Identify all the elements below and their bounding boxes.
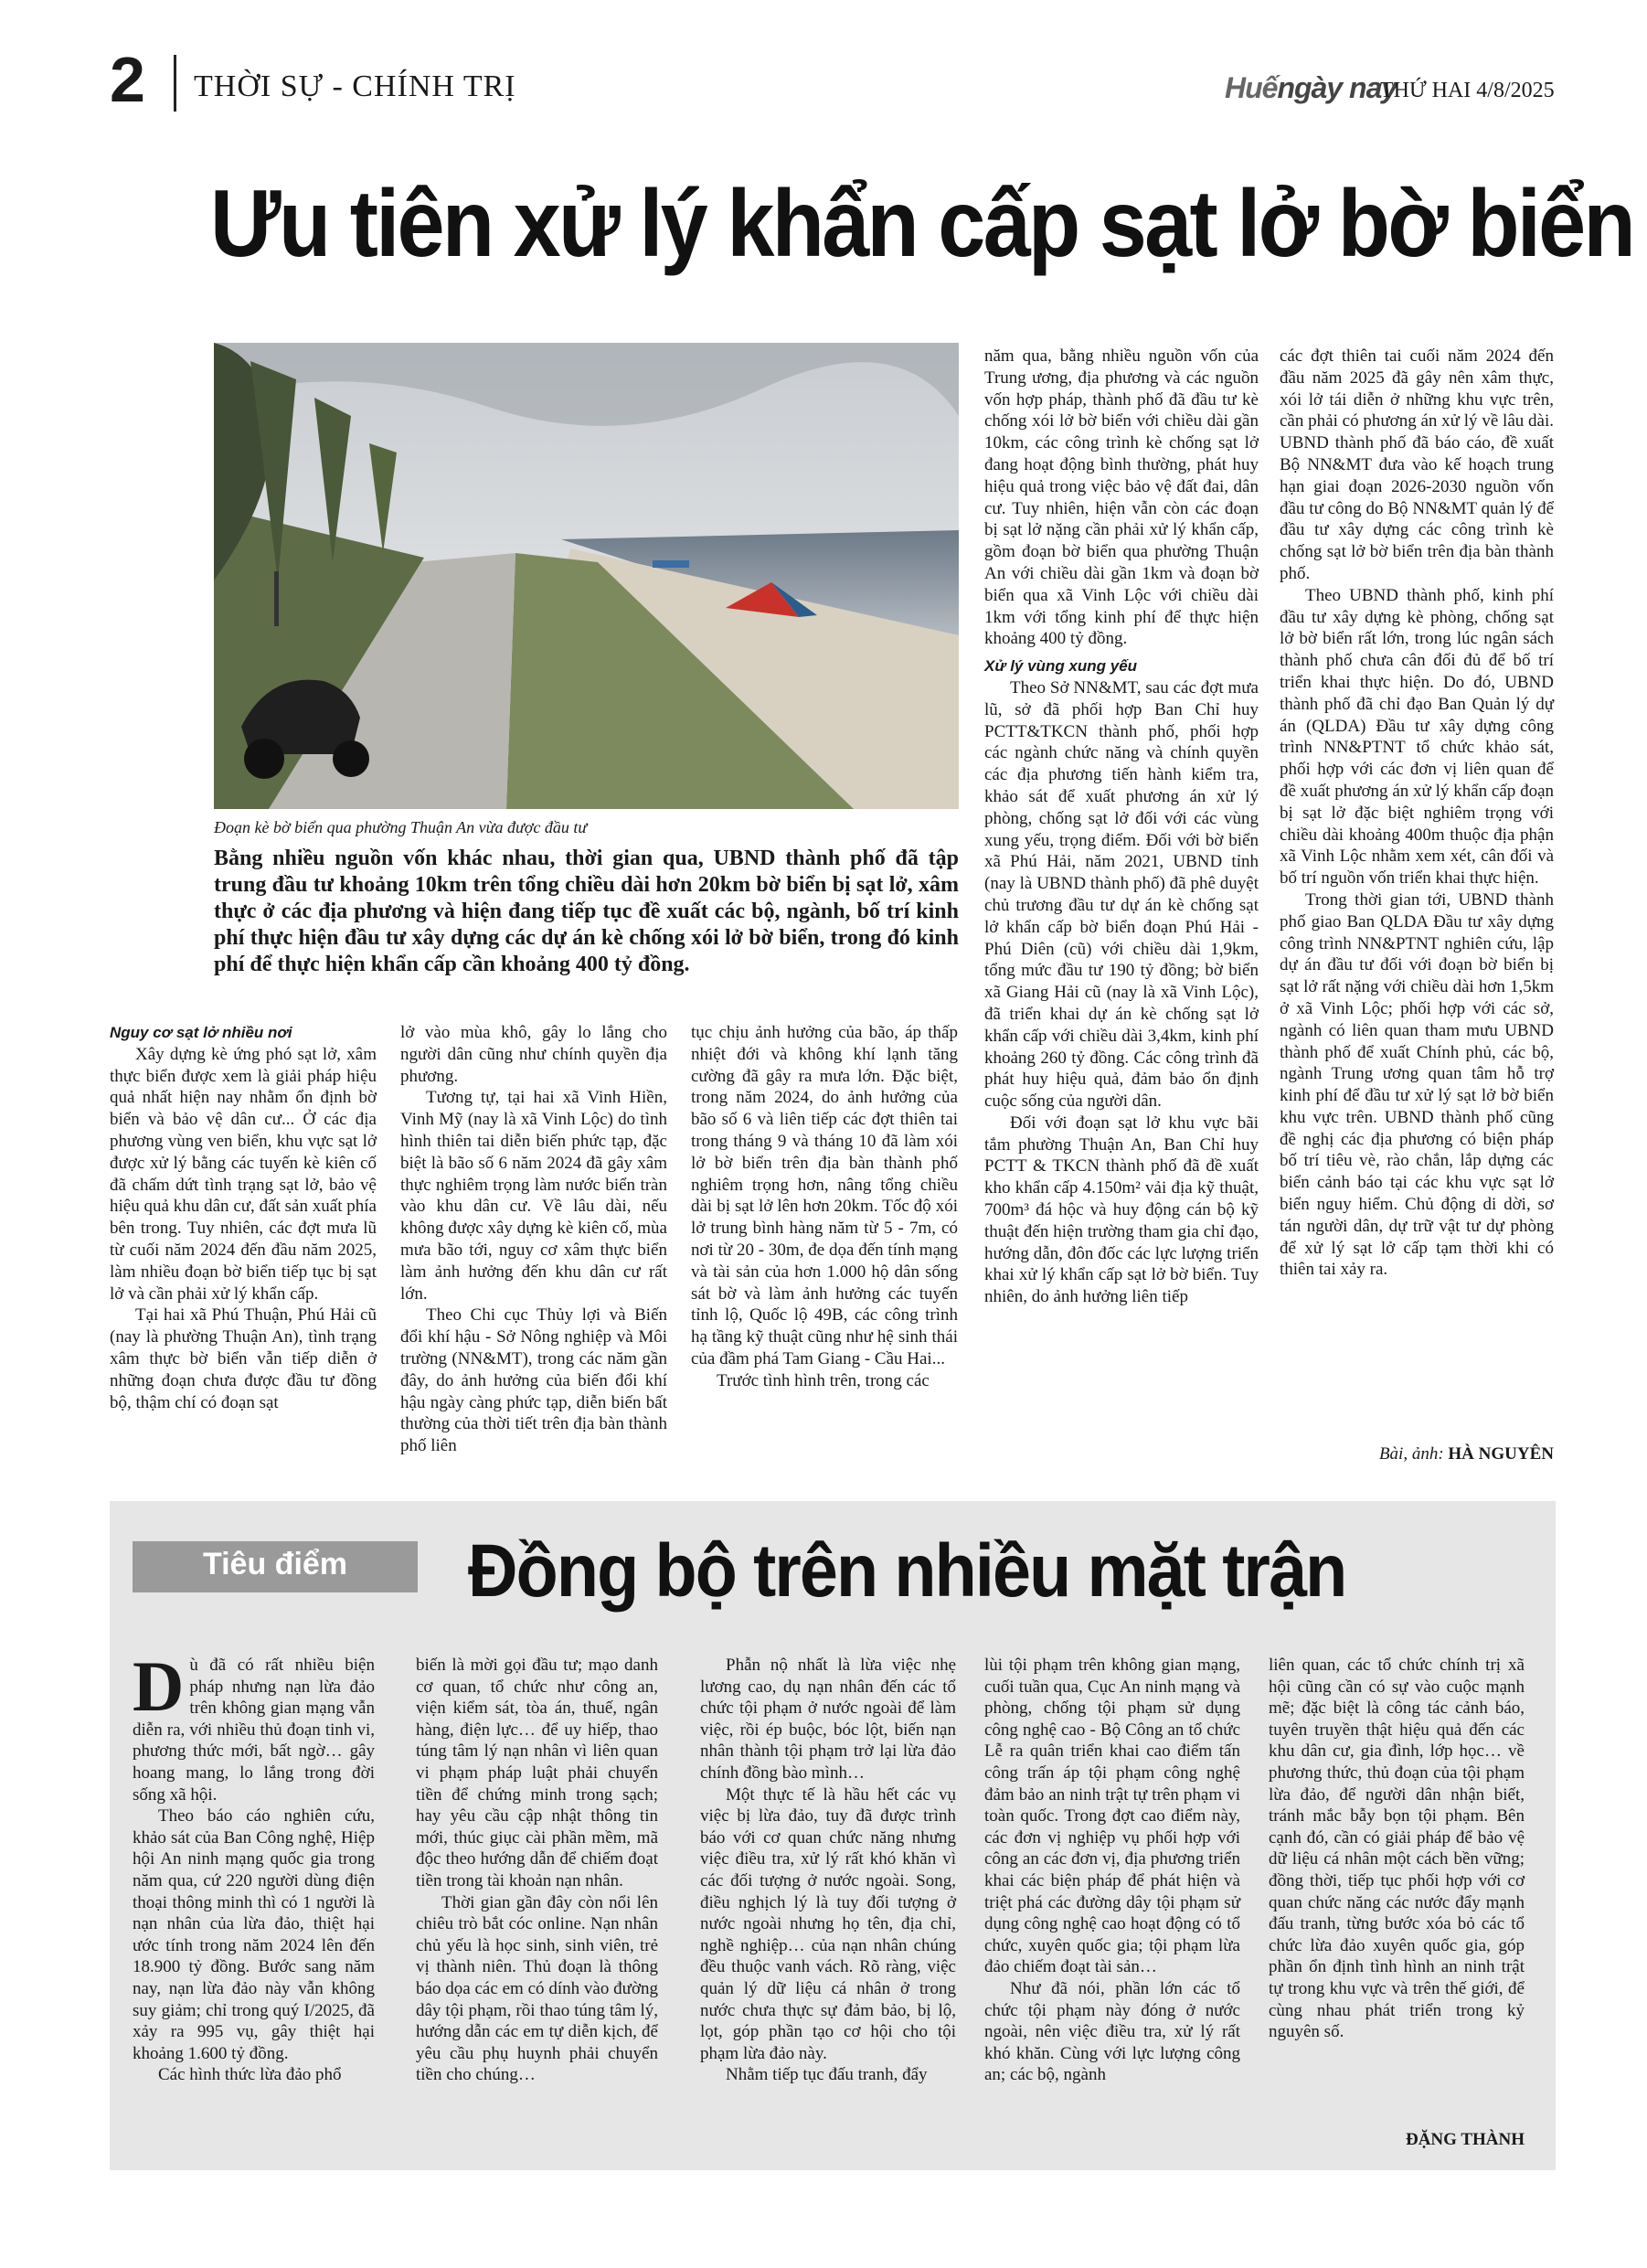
story1-column-5 [1280, 346, 1554, 1281]
story1-photo [214, 343, 959, 809]
paragraph: Như đã nói, phần lớn các tổ chức tội phạm này đóng ở nước ngoài, nên việc điều tra, xử lý rất khó khăn. Cùng với lực lượng công an; các bộ, ngành [984, 1978, 1240, 2085]
subheading: Xử lý vùng xung yếu [984, 657, 1138, 676]
paragraph: Các hình thức lừa đảo phổ [158, 2065, 342, 2085]
paragraph: lở vào mùa khô, gây lo lắng cho người dân cũng như chính quyền địa phương. [400, 1023, 667, 1086]
paragraph: Đối với đoạn sạt lở khu vực bãi tắm phường Thuận An, Ban Chỉ huy PCTT & TKCN thành phố đã đề xuất kho khẩn cấp 4.150m² vải địa kỹ thuật, 700m³ đá hộc và huy động cán bộ kỹ thuật đến hiện trường tham gia chỉ đạo, hướng dẫn, đôn đốc các lực lượng triển khai xử lý khẩn cấp sạt lở bờ biển. Tuy nhiên, do ảnh hưởng liên tiếp [984, 1113, 1259, 1307]
paragraph: tục chịu ảnh hưởng của bão, áp thấp nhiệt đới và không khí lạnh tăng cường đã gây ra mưa lớn. Đặc biệt, trong năm 2024, do ảnh hưởng của bão số 6 và liên tiếp các đợt thiên tai trong tháng 9 và tháng 10 đã làm xói lở bờ biển trên địa bàn thành phố nghiêm trọng hơn, nâng tổng chiều dài bị sạt lở lên hơn 20km. Tốc độ xói lở trung bình hàng năm từ 5 - 7m, có nơi từ 20 - 30m, đe dọa đến tính mạng và tài sản của hơn 1.000 hộ dân sống sát bờ và làm ảnh hưởng các tuyến tỉnh lộ, Quốc lộ 49B, các công trình hạ tầng kỹ thuật cũng như hệ sinh thái của đầm phá Tam Giang - Cầu Hai... [691, 1023, 958, 1368]
paragraph: Dù đã có rất nhiều biện pháp nhưng nạn lừa đảo trên không gian mạng vẫn diễn ra, với nhiều thủ đoạn tinh vi, phương thức mới, bất ngờ… gây hoang mang, lo lắng trong đời sống xã hội. [133, 1646, 375, 1805]
paragraph: Tương tự, tại hai xã Vinh Hiền, Vinh Mỹ (nay là xã Vinh Lộc) do tình hình thiên tai diễn biến phức tạp, đặc biệt là bão số 6 năm 2024 đã gây xâm thực nghiêm trọng làm nước biển tràn vào khu dân cư. Về lâu dài, nếu không được xây dựng kè kiên cố, mùa mưa bão tới, nguy cơ xâm thực biển làm ảnh hưởng đến khu dân cư rất lớn. [400, 1088, 667, 1304]
paragraph: Một thực tế là hầu hết các vụ việc bị lừa đảo, tuy đã được trình báo với cơ quan chức năng nhưng việc điều tra, xử lý rất khó khăn vì các đối tượng ở nước ngoài. Song, điều nghịch lý là tuy đối tượng ở nước ngoài nhưng họ tên, địa chỉ, nghề nghiệp… của nạn nhân chúng đều thuộc vanh vách. Rõ ràng, việc quản lý dữ liệu cá nhân ở trong nước chưa thực sự đảm bảo, bị lộ, lọt, góp phần tạo cơ hội cho tội phạm lừa đảo này. [700, 1784, 956, 2063]
paragraph: biến là mời gọi đầu tư; mạo danh cơ quan, tổ chức như công an, viện kiểm sát, tòa án, thuế, ngân hàng, điện lực… để uy hiếp, thao túng tâm lý nạn nhân vì liên quan vi phạm pháp luật phải chuyển tiền để chứng minh trong sạch; hay yêu cầu cập nhật thông tin mới, thúc giục cài phần mềm, mã độc theo hướng dẫn để chiếm đoạt tiền trong tài khoản nạn nhân. [416, 1656, 658, 1890]
story1-column-1 [110, 1022, 377, 1413]
story2-column-3 [700, 1655, 956, 2086]
story2-tag: Tiêu điểm [202, 1547, 348, 1581]
paragraph: Tại hai xã Phú Thuận, Phú Hải cũ (nay là phường Thuận An), tình trạng xâm thực bờ biển vẫn tiếp diễn ở những đoạn chưa được đầu tư đồng bộ, thậm chí có đoạn sạt [110, 1305, 377, 1412]
story2-column-5 [1269, 1655, 1525, 2043]
paragraph: liên quan, các tổ chức chính trị xã hội cũng cần có sự vào cuộc mạnh mẽ; đặc biệt là công tác cảnh báo, tuyên truyền thật hiệu quả đến các khu dân cư, gia đình, lớp học… về phương thức, thủ đoạn của tội phạm lừa đảo, để người dân nhận biết, tránh mắc bẫy bọn tội phạm. Bên cạnh đó, cần có giải pháp để bảo vệ dữ liệu cá nhân một cách bền vững; đồng thời, tiếp tục phối hợp với cơ quan chức năng các nước đẩy mạnh đấu tranh, từng bước xóa bỏ các tổ chức lừa đảo xuyên quốc gia, góp phần ổn định tình hình an ninh trật tự trong khu vực và trên thế giới, để cùng nhau phát triển trong kỷ nguyên số. [1269, 1656, 1525, 2042]
story1-column-2 [400, 1022, 667, 1457]
paragraph: Theo UBND thành phố, kinh phí đầu tư xây dựng kè phòng, chống sạt lở bờ biển rất lớn, trong lúc ngân sách thành phố chưa cân đối đủ để bố trí triển khai thực hiện. Do đó, UBND thành phố đã chỉ đạo Ban Quản lý dự án (QLDA) Đầu tư xây dựng công trình NN&PTNT tổ chức khảo sát, phối hợp với các đơn vị liên quan để đề xuất phương án xử lý khẩn cấp đoạn bị sạt lở đặc biệt nghiêm trọng với chiều dài khoảng 400m thuộc địa phận xã Vinh Lộc nhằm xem xét, cân đối và bố trí nguồn vốn triển khai thực hiện. [1280, 585, 1554, 889]
paragraph: Xây dựng kè ứng phó sạt lở, xâm thực biển được xem là giải pháp hiệu quả nhất hiện nay nhằm ổn định bờ biển và bảo vệ dân cư... Ở các địa phương vùng ven biển, khu vực sạt lở được xử lý bằng các tuyến kè kiên cố đã chấm dứt tình trạng sạt lở, bảo vệ hiệu quả khu dân cư, đất sản xuất phía bên trong. Tuy nhiên, các đợt mưa lũ từ cuối năm 2024 đến đầu năm 2025, làm nhiều đoạn bờ biển tiếp tục bị sạt lở và cần phải xử lý khẩn cấp. [110, 1044, 377, 1304]
header-divider [174, 55, 176, 112]
story1-column-3 [691, 1022, 958, 1392]
paragraph: năm qua, bằng nhiều nguồn vốn của Trung ương, địa phương và các nguồn vốn hợp pháp, thành phố đã đầu tư kè chống xói lở bờ biển với chiều dài gần 10km, các công trình kè chống sạt lở đang hoạt động bình thường, phát huy hiệu quả trong việc bảo vệ đất đai, dân cư. Tuy nhiên, hiện vẫn còn các đoạn bị sạt lở nặng cần phải xử lý khẩn cấp, gồm đoạn bờ biển qua phường Thuận An với chiều dài gần 1km và đoạn bờ biển qua xã Vinh Lộc với chiều dài 1km với tổng kinh phí để thực hiện khoảng 400 tỷ đồng. [984, 346, 1259, 649]
issue-date: THỨ HAI 4/8/2025 [1380, 79, 1555, 102]
paragraph: Trong thời gian tới, UBND thành phố giao Ban QLDA Đầu tư xây dựng công trình NN&PTNT nghiên cứu, lập dự án đầu tư đối với đoạn bờ biển bị sạt lở rất nặng với chiều dài hơn 1,5km ở xã Vinh Lộc; phối hợp với các sở, ngành có liên quan tham mưu UBND thành phố để xuất Chính phủ, các bộ, ngành Trung ương quan tâm hỗ trợ kinh phí để đầu tư xử lý sạt lở bờ biển khu vực trên. UBND thành phố cũng đề nghị các địa phương có biện pháp bố trí tiêu vè, rào chắn, lắp dựng các biển cảnh báo tại các khu vực sạt lở biển nguy hiểm. Chủ động di dời, sơ tán người dân, dự trữ vật tư dự phòng để xử lý sạt lở cấp tạm thời khi có thiên tai xảy ra. [1280, 889, 1554, 1280]
newspaper-logo: Huếngày nay [1225, 71, 1397, 104]
page-number: 2 [110, 44, 145, 115]
story2-column-1 [133, 1646, 375, 2086]
section-title: THỜI SỰ - CHÍNH TRỊ [194, 69, 516, 103]
story1-headline: Ưu tiên xử lý khẩn cấp sạt lở bờ biển [210, 171, 1633, 277]
paragraph: Nhằm tiếp tục đấu tranh, đẩy [726, 2065, 928, 2085]
story1-lead: Bằng nhiều nguồn vốn khác nhau, thời gian qua, UBND thành phố đã tập trung đầu tư khoảng 10km trên tổng chiều dài hơn 20km bờ biển bị sạt lở, xâm thực ở các địa phương và hiện đang tiếp tục đề xuất các bộ, ngành, bố trí kinh phí thực hiện đầu tư xây dựng các dự án kè chống xói lở bờ biển, trong đó kinh phí để thực hiện khẩn cấp cần khoảng 400 tỷ đồng. [214, 847, 959, 976]
story1-byline: Bài, ảnh: HÀ NGUYÊN [1378, 1444, 1554, 1464]
photo-caption: Đoạn kè bờ biển qua phường Thuận An vừa được đầu tư [214, 818, 588, 836]
paragraph: các đợt thiên tai cuối năm 2024 đến đầu năm 2025 đã gây nên xâm thực, xói lở tái diễn ở những khu vực trên, cần phải có phương án xử lý về lâu dài. UBND thành phố đã báo cáo, đề xuất Bộ NN&MT đưa vào kế hoạch trung hạn giai đoạn 2026-2030 nguồn vốn đầu tư công do Bộ NN&MT quản lý để đầu tư xây dựng các công trình kè chống sạt lở bờ biển trên địa bàn thành phố. [1280, 346, 1554, 583]
subheading: Nguy cơ sạt lở nhiều nơi [110, 1024, 292, 1041]
paragraph: Theo Sở NN&MT, sau các đợt mưa lũ, sở đã phối hợp Ban Chỉ huy PCTT&TKCN thành phố, phối hợp các ngành chức năng và chính quyền các địa phương tiến hành kiểm tra, khảo sát để xuất phương án xử lý phòng, chống sạt lở đối với các vùng xung yếu, trọng điểm. Đối với bờ biển xã Phú Hải, năm 2021, UBND tỉnh (nay là UBND thành phố) đã phê duyệt chủ trương đầu tư dự án kè chống sạt lở khẩn cấp bờ biển đoạn Phú Hải - Phú Diên (cũ) với chiều dài 1,9km, tổng mức đầu tư 190 tỷ đồng; bờ biển xã Giang Hải cũ (nay là xã Vinh Lộc), đã triển khai dự án kè chống sạt lở khẩn cấp với chiều dài 3,4km, kinh phí khoảng 260 tỷ đồng. Các công trình đã phát huy hiệu quả, đảm bảo ổn định cuộc sống của người dân. [984, 677, 1259, 1112]
story2-headline: Đồng bộ trên nhiều mặt trận [468, 1529, 1346, 1613]
story2-column-4 [984, 1655, 1240, 2086]
story2-byline: ĐẶNG THÀNH [1405, 2130, 1525, 2149]
story1-column-4 [984, 346, 1259, 1308]
paragraph: Thời gian gần đây còn nổi lên chiêu trò bắt cóc online. Nạn nhân chủ yếu là học sinh, sinh viên, trẻ vị thành niên. Thủ đoạn là thông báo dọa các em có dính vào đường dây tội phạm, rồi thao túng tâm lý, hướng dẫn các em tự diễn kịch, để yêu cầu phụ huynh phải chuyển tiền cho chúng… [416, 1892, 658, 2085]
paragraph: Trước tình hình trên, trong các [717, 1370, 930, 1390]
paragraph: lùi tội phạm trên không gian mạng, cuối tuần qua, Cục An ninh mạng và phòng, chống tội phạm sử dụng công nghệ cao - Bộ Công an tổ chức Lễ ra quân triển khai cao điểm tấn công trấn áp tội phạm công nghệ đảm bảo an ninh trật tự trên phạm vi toàn quốc. Trong đợt cao điểm này, các đơn vị nghiệp vụ phối hợp với công an các đơn vị, địa phương triển khai các biện pháp để phát hiện và triệt phá các đường dây tội phạm sử dụng công nghệ cao hoạt động có tổ chức, xuyên quốc gia; tội phạm lừa đảo chiếm đoạt tài sản… [984, 1656, 1240, 1977]
story2-column-2 [416, 1655, 658, 2086]
paragraph: Phẫn nộ nhất là lừa việc nhẹ lương cao, dụ nạn nhân đến các tổ chức tội phạm ở nước ngoài để làm việc, rồi ép buộc, bóc lột, biến nạn nhân thành tội phạm trở lại lừa đảo chính đồng bào mình… [700, 1656, 956, 1783]
paragraph: Theo báo cáo nghiên cứu, khảo sát của Ban Công nghệ, Hiệp hội An ninh mạng quốc gia trong năm qua, cứ 220 người dùng điện thoại thông minh thì có 1 người là nạn nhân của lừa đảo, thiệt hại ước tính trong năm 2024 lên đến 18.900 tỷ đồng. Bước sang năm nay, nạn lừa đảo này vẫn không suy giảm; chỉ trong quý I/2025, đã xảy ra 995 vụ, gây thiệt hại khoảng 1.600 tỷ đồng. [133, 1806, 375, 2063]
drop-cap: D [133, 1646, 185, 1726]
paragraph: Theo Chi cục Thủy lợi và Biến đổi khí hậu - Sở Nông nghiệp và Môi trường (NN&MT), trong các năm gần đây, do ảnh hưởng của biến đổi khí hậu ngày càng phức tạp, diễn biến bất thường của thời tiết trên địa bàn thành phố liên [400, 1305, 667, 1456]
